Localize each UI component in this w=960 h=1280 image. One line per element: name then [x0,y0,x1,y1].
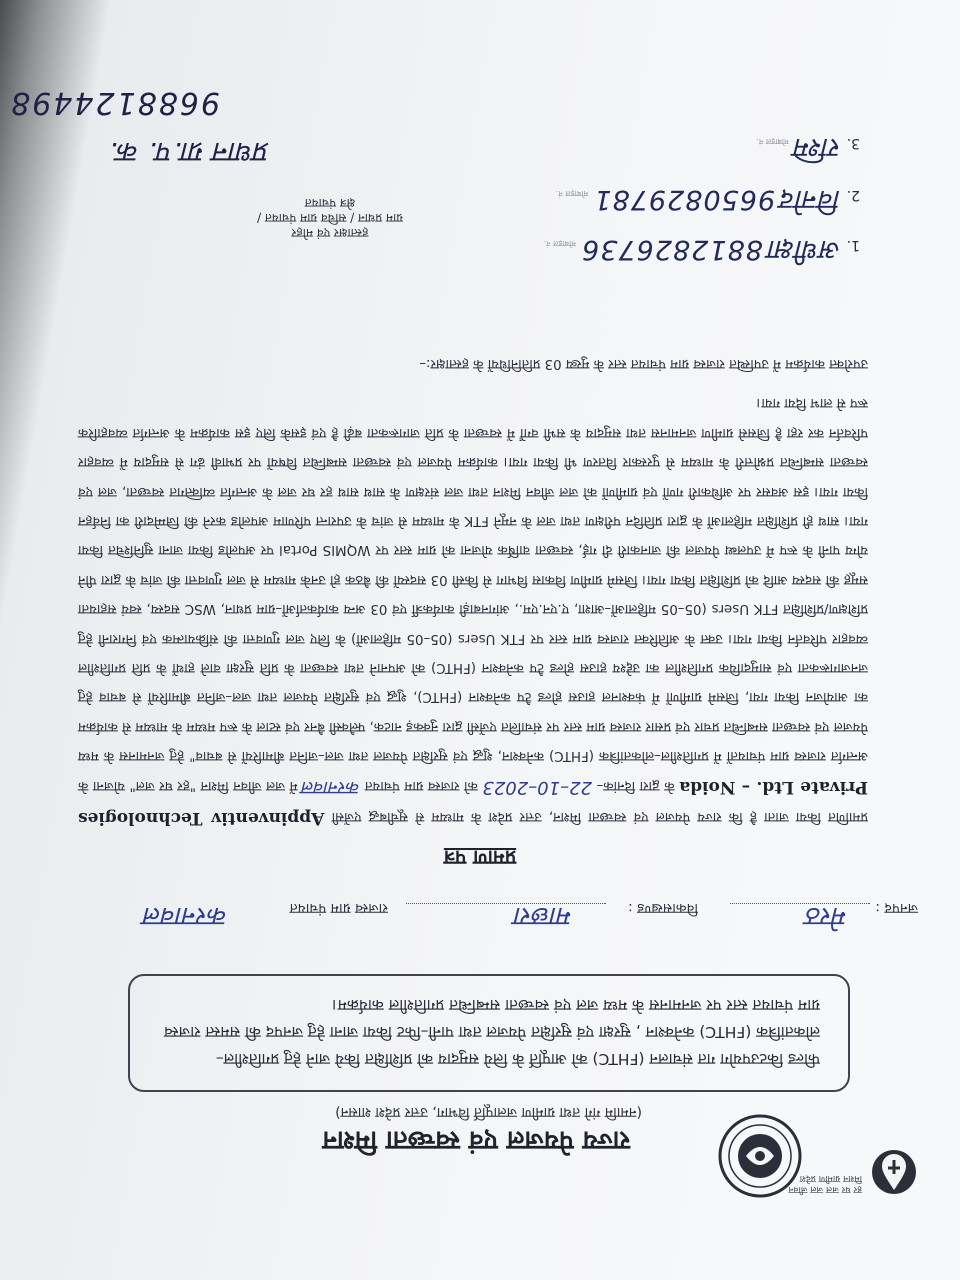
subject-text: फील्ड किटउपयोग गत संचालन (FHTC) को आपूर्ति के लिये समुदाय को प्रशिक्षित किये जाने हेतु प्रगतिशील–लोकतांत्रिक (FHTC) कनेक्शन , सुरक्षा एवं सुरक्षित पेयजल तथा पानी–फिट किया जाना हेतु जनपद की समस्त राजस्व ग्राम पंचायत स्तर पर जनमानस के मध्य जल एवं स्वच्छता सम्बन्धित प्रगतिशील कार्यक्रम। [164,996,820,1068]
signatory-row [556,183,860,220]
signature-line-1: हस्ताक्षर एवं मोहर [291,226,369,240]
signatory-index: 2. [846,187,860,203]
signatory-row [756,131,860,168]
village-fill-value: करनावल [302,776,361,798]
agency-name: Appinventiv Technologies Private Ltd. – Noida [78,776,868,828]
district-dotted-line [730,903,870,914]
signatories-intro: उपरोक्त कार्यक्रम में उपस्थित राजस्व ग्राम पंचायत स्तर के मुख्य 03 प्रतिनिधियों के हस्ताक्षर:– [419,355,868,371]
district-label: जनपद : [875,900,918,916]
village-label: राजस्व ग्राम पंचायत [289,900,388,916]
signatory-name: अधीक्षा [767,234,842,265]
district-value: मेरठ [806,901,848,931]
signatory-row [544,233,860,270]
signatory-index: 3. [846,135,860,151]
signatory-faint-label: मोबाइल नं. [756,137,789,146]
signature-line-2: ग्राम प्रधान / सचिव ग्राम पंचायत / [257,211,403,225]
date-value: 22–10–2023 [482,776,593,798]
signatory-name: विनोद [780,184,842,215]
certificate-heading: प्रमाण पत्र [443,846,517,870]
block-label: विकासखण्ड : [627,900,698,916]
village-value: करनावल [144,901,228,931]
block-value: माछरा [515,901,573,931]
handwritten-signature: प्रधान ग्रा.प. क. [109,136,270,169]
signatory-index: 1. [846,237,860,253]
district-line [58,896,918,936]
brand-caption: हर घर जल जल जीवन मिशन ग्रामीण प्रदेश [788,1173,862,1194]
handwritten-phone: 9688124498 [9,85,220,120]
intro-text: प्रमाणित किया जाता है कि राज्य पेयजल एवं स्वच्छता मिशन, उत्तर प्रदेश के माध्यम से सूचीबद्ध एजेंसी [331,809,868,824]
page-title: राज्य पेयजल एवं स्वच्छता मिशन [322,1125,630,1155]
signatory-faint-label: मोबाइल नं. [555,189,589,198]
page-subtitle: (नमामि गंगे तथा ग्रामीण जलापूर्ति विभाग, उत्तर प्रदेश शासन) [335,1104,642,1120]
up-government-seal [718,1114,802,1198]
signature-line-3: क्षेत्र पंचायत [304,196,356,210]
signatory-name: रश्मि [793,132,842,163]
body-text: में जल जीवन मिशन "हर घर जल" योजना के अन्तर्गत राजस्व ग्राम पंचायतों में प्रगतिशील–लोकतांत्रिक (FHTC) कनेक्शन, शुद्ध एवं सुरक्षित पेयजल तथा जल–जनित बीमारियों से बचाव" हेतु जनमानस के मध्य पेयजल एवं स्वच्छता सम्बन्धित प्रचार एवं प्रसार राजस्व ग्राम स्तर पर संचालित एजेंसी द्वारा नुक्कड़ नाटक, फ्लैक्सी बैनर एवं स्टाल के रूप मध्यम के माध्यम से कार्यक्रम का आयोजन किया गया, जिसमे ग्रामीणों में फंक्शनल हाउस होल्ड टैप कनेक्शन (FHTC), शुद्ध एवं सुरक्षित पेयजल तथा जल–जनित बीमारियों से बचाव हेतु जनजागरूकता एवं सामुदायिक प्रगतिशील का उद्देश्य हाउस होल्ड टैप कनेक्शन (FHTC) को अपनाने तथा स्वच्छता के प्रति सुरक्षा वाले हाथों के प्रति प्रगतिशील व्यवहार परिवर्तन किया गया। उक्त के अतिरिक्त राजस्व ग्राम स्तर पर FTK Users (05–05 महिलाओं) के लिए जल गुणवत्ता की संक्रियात्मक एवं निगरानी हेतु प्रशिक्षण/प्रशिक्षित FTK Users (05–05 महिलाओं–आशा, ए.एन.एम., आंगनबाड़ी कार्यकर्त्री एवं 03 अन्य कार्यकर्ताओं–ग्राम प्रधान, WSC सदस्य, स्वयं सहायता समूह की सदस्य आदि को प्रशिक्षित किया गया। जिसमे ग्रामीण विकास विभाग से किसी 03 सदस्यों की बैठक हो उनके माध्यम से जल गुणवत्ता की जांच के द्वारा पीने योग्य पानी के रूप में उपलब्ध पेयजल की जानकारी दी गई, स्वच्छता वार्षिक योजना को ग्राम स्तर पर WQMIS Portal पर अपलोड किया जाना सुनिश्चित किया गया। साथ ही प्रशिक्षित महिलाओं के द्वारा प्रतिदिन परीक्षण तथा जल के नमूने FTK के माध्यम से जांच के उपरान्त परिणाम अपलोड करने की जिम्मेदारी का निर्वहन किया गया। इस अवसर पर अधिकारी गणों एवं ग्रामीणों को जल जीवन मिशन तथा जल संरक्षण के साथ साथ हर घर जल के अन्तर्गत व्यक्तिगत स्वच्छता, जल एवं स्वच्छता सम्बन्धित प्रश्नोत्तरी के माध्यम से पुरस्कार वितरण भी किया गया। कार्यक्रम पेयजल एवं स्वच्छता सम्बन्धित विषयों पर प्रभावी ढंग से समुदाय में व्यवहार परिवर्तन कर रहा है जिससे ग्रामीण जनमानस तथा समुदाय के सभी वर्गों में स्वच्छता के प्रति जागरूकता बढ़ी है एवं इसके लिए इस कार्यक्रम के अन्तर्गत व्यवहारिक रूप से लाभ दिया गया। [78,395,868,793]
jal-jeevan-mission-logo [868,1146,920,1198]
signatory-phone: 9650829781 [593,184,776,215]
signatory-faint-label: मोबाइल नं. [543,239,576,248]
certificate-paragraph [78,388,868,832]
date-prefix: के द्वारा दिनांक– [596,777,675,793]
village-prefix: को राजस्व ग्राम पंचायत [364,777,478,793]
signature-block [220,195,440,240]
subject-box [128,974,850,1092]
block-dotted-line [406,903,606,914]
signatory-phone: 8812826736 [581,234,763,265]
certificate-body [78,349,868,833]
